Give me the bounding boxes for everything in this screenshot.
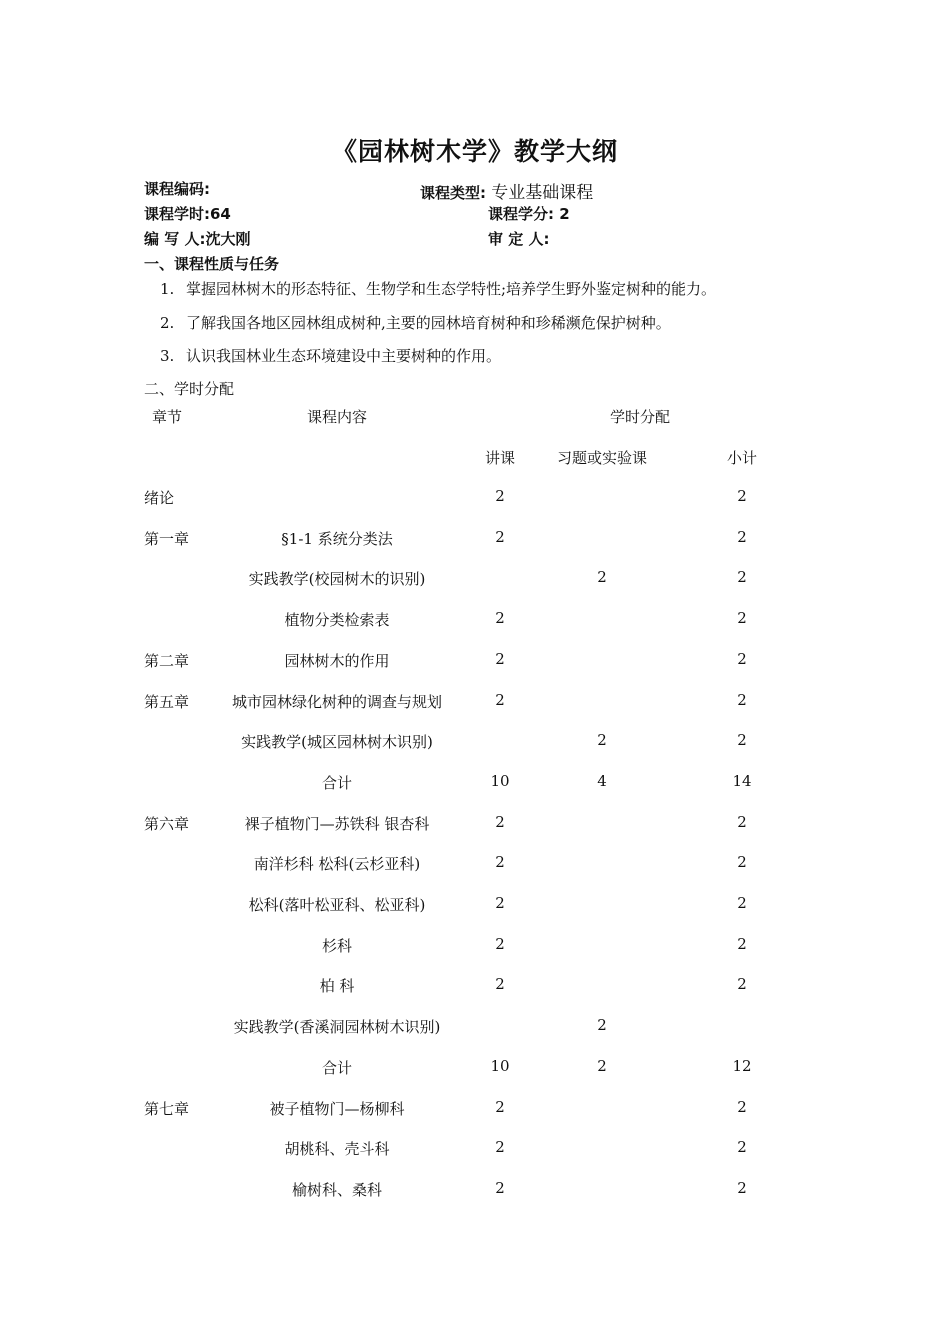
course-reviewer (488, 228, 549, 249)
row-lecture: 2 (495, 528, 505, 546)
course-type-label: 课程类型: (420, 184, 486, 202)
row-subtotal: 2 (737, 813, 747, 831)
header-lecture: 讲课 (484, 449, 516, 467)
row-content: 合计 (321, 1059, 353, 1077)
row-content: 胡桃科、壳斗科 (284, 1140, 390, 1158)
row-subtotal: 2 (737, 1098, 747, 1116)
task-item (160, 278, 716, 299)
course-code (144, 178, 210, 199)
row-content: 杉科 (321, 937, 353, 955)
row-subtotal: 2 (737, 894, 747, 912)
header-exercise: 习题或实验课 (556, 449, 648, 467)
header-subtotal: 小计 (726, 449, 758, 467)
row-content: 南洋杉科 松科(云杉亚科) (253, 855, 421, 873)
page-title: 《园林树木学》教学大纲 (331, 137, 618, 166)
task-item (160, 345, 501, 366)
row-exercise: 2 (597, 731, 607, 749)
row-chapter: 第五章 (144, 693, 190, 711)
course-reviewer-label: 审 定 人: (488, 230, 550, 248)
course-code-label: 课程编码: (144, 180, 210, 198)
course-author-label: 编 写 人: (144, 230, 206, 248)
course-author-value: 沈大刚 (205, 230, 251, 248)
course-credits-label: 课程学分: (488, 205, 554, 223)
row-exercise: 4 (597, 772, 607, 790)
course-author (144, 228, 250, 249)
task-item (160, 312, 671, 333)
row-lecture: 2 (495, 975, 505, 993)
row-chapter: 第六章 (144, 815, 190, 833)
row-content: §1-1 系统分类法 (281, 530, 393, 548)
course-type (420, 178, 593, 203)
row-subtotal: 2 (737, 853, 747, 871)
section-nature-heading: 一、课程性质与任务 (144, 255, 280, 273)
row-lecture: 2 (495, 894, 505, 912)
row-content: 被子植物门—杨柳科 (269, 1100, 405, 1118)
task-number: 3. (160, 347, 175, 365)
row-lecture: 2 (495, 691, 505, 709)
header-content: 课程内容 (306, 408, 368, 426)
row-subtotal: 2 (737, 568, 747, 586)
row-exercise: 2 (597, 568, 607, 586)
header-chapter: 章节 (151, 408, 183, 426)
row-content: 实践教学(校园树木的识别) (248, 570, 426, 588)
row-lecture: 2 (495, 935, 505, 953)
row-lecture: 2 (495, 813, 505, 831)
row-content: 城市园林绿化树种的调查与规划 (231, 693, 443, 711)
row-subtotal: 14 (732, 772, 752, 790)
row-chapter: 第一章 (144, 530, 190, 548)
row-subtotal: 2 (737, 935, 747, 953)
row-lecture: 2 (495, 853, 505, 871)
row-subtotal: 2 (737, 528, 747, 546)
row-content: 合计 (321, 774, 353, 792)
row-subtotal: 2 (737, 487, 747, 505)
row-subtotal: 12 (732, 1057, 752, 1075)
row-lecture: 10 (490, 772, 510, 790)
course-credits-value: 2 (559, 205, 570, 223)
row-content: 裸子植物门—苏铁科 银杏科 (244, 815, 430, 833)
row-exercise: 2 (597, 1016, 607, 1034)
row-lecture: 2 (495, 650, 505, 668)
row-lecture: 2 (495, 487, 505, 505)
task-text: 掌握园林树木的形态特征、生物学和生态学特性;培养学生野外鉴定树种的能力。 (186, 280, 717, 298)
task-text: 了解我国各地区园林组成树种,主要的园林培育树种和珍稀濒危保护树种。 (186, 314, 671, 332)
course-hours (144, 203, 231, 224)
row-subtotal: 2 (737, 1179, 747, 1197)
row-content: 实践教学(香溪洞园林树木识别) (233, 1018, 441, 1036)
row-subtotal: 2 (737, 975, 747, 993)
task-number: 1. (160, 280, 175, 298)
course-hours-label: 课程学时: (144, 205, 210, 223)
row-lecture: 2 (495, 1098, 505, 1116)
row-subtotal: 2 (737, 731, 747, 749)
row-content: 植物分类检索表 (284, 611, 390, 629)
row-subtotal: 2 (737, 691, 747, 709)
row-content: 榆树科、桑科 (291, 1181, 383, 1199)
row-lecture: 2 (495, 1179, 505, 1197)
course-credits (488, 203, 570, 224)
row-chapter: 第二章 (144, 652, 190, 670)
row-chapter: 绪论 (144, 489, 175, 507)
row-exercise: 2 (597, 1057, 607, 1075)
course-hours-value: 64 (210, 205, 231, 223)
header-allocation: 学时分配 (609, 408, 671, 426)
row-lecture: 10 (490, 1057, 510, 1075)
row-content: 园林树木的作用 (284, 652, 390, 670)
row-content: 实践教学(城区园林树木识别) (241, 733, 433, 751)
row-lecture: 2 (495, 1138, 505, 1156)
task-number: 2. (160, 314, 175, 332)
section-hours-heading: 二、学时分配 (144, 380, 235, 398)
task-text: 认识我国林业生态环境建设中主要树种的作用。 (186, 347, 502, 365)
row-subtotal: 2 (737, 609, 747, 627)
row-subtotal: 2 (737, 650, 747, 668)
row-content: 柏 科 (319, 977, 355, 995)
row-chapter: 第七章 (144, 1100, 190, 1118)
row-content: 松科(落叶松亚科、松亚科) (248, 896, 426, 914)
row-subtotal: 2 (737, 1138, 747, 1156)
course-type-value: 专业基础课程 (491, 183, 594, 203)
row-lecture: 2 (495, 609, 505, 627)
